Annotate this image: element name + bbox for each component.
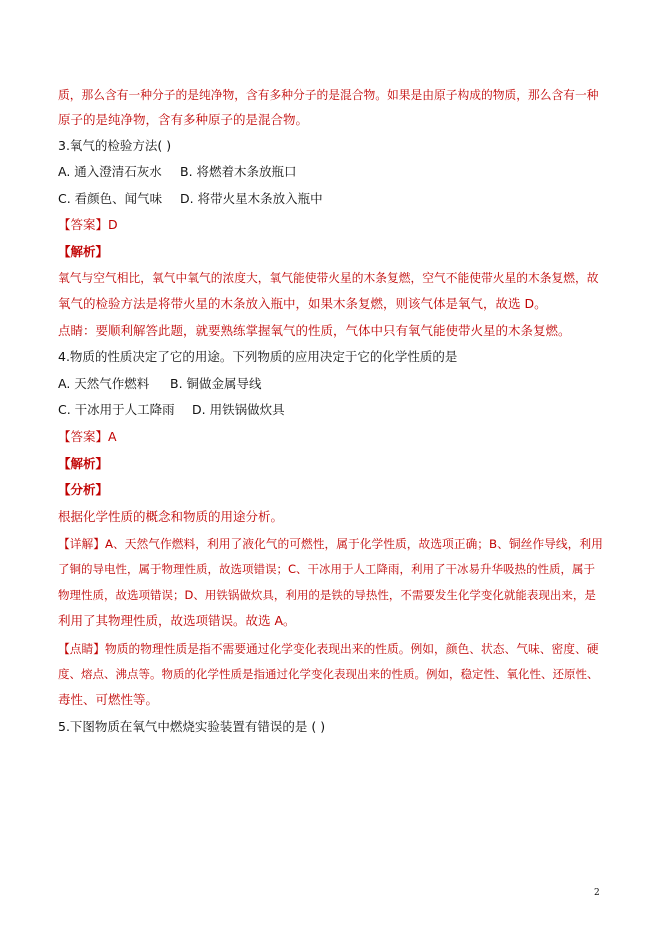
text-line: 氧气与空气相比，氧气中氧气的浓度大，氧气能使带火星的木条复燃，空气不能使带火星的木条复燃，故: [58, 271, 599, 285]
text-line: 氧气的检验方法是将带火星的木条放入瓶中，如果木条复燃，则该气体是氧气，故选 D。: [58, 296, 547, 311]
q4-option-b: B. 铜做金属导线: [170, 376, 262, 391]
text-line: 质，那么含有一种分子的是纯净物，含有多种分子的是混合物。如果是由原子构成的物质，那么含有一种: [58, 88, 599, 102]
text-line: 了铜的导电性，属于物理性质，故选项错误；C、干冰用于人工降雨，利用了干冰易升华吸热的性质，属于: [58, 562, 596, 576]
q3-analysis-heading: 【解析】: [58, 244, 109, 259]
question-5: 5.下图物质在氧气中燃烧实验装置有错误的是 ( ): [58, 719, 326, 734]
text-line: 度、熔点、沸点等。物质的化学性质是指通过化学变化表现出来的性质。例如，稳定性、氧化性、还原性、: [58, 667, 599, 681]
question-4: 4.物质的性质决定了它的用途。下列物质的应用决定于它的化学性质的是: [58, 349, 458, 364]
page-number: 2: [594, 888, 600, 898]
text-line: 【详解】A、天然气作燃料，利用了液化气的可燃性，属于化学性质，故选项正确；B、铜丝作导线，利用: [58, 537, 603, 551]
text-line: 根据化学性质的概念和物质的用途分析。: [58, 509, 284, 524]
q3-answer: 【答案】D: [58, 217, 118, 232]
text-line: 毒性、可燃性等。: [58, 692, 159, 707]
q4-option-c: C. 干冰用于人工降雨: [58, 402, 175, 417]
text-line: 【点睛】物质的物理性质是指不需要通过化学变化表现出来的性质。例如，颜色、状态、气味、密度、硬: [58, 642, 599, 656]
q4-answer: 【答案】A: [58, 429, 117, 444]
q3-tip: 点睛：要顺利解答此题，就要熟练掌握氧气的性质，气体中只有氧气能使带火星的木条复燃。: [58, 323, 571, 338]
text-line: 物理性质，故选项错误；D、用铁锅做炊具，利用的是铁的导热性，不需要发生化学变化就能表现出来，是: [58, 588, 596, 602]
question-3: 3.氧气的检验方法( ): [58, 138, 172, 153]
q3-option-b: B. 将燃着木条放瓶口: [180, 164, 297, 179]
q3-option-a: A. 通入澄清石灰水: [58, 164, 162, 179]
q3-option-c: C. 看颜色、闻气味: [58, 191, 163, 206]
q4-option-d: D. 用铁锅做炊具: [192, 402, 285, 417]
q3-option-d: D. 将带火星木条放入瓶中: [180, 191, 323, 206]
text-line: 利用了其物理性质，故选项错误。故选 A。: [58, 613, 296, 628]
q4-fenxi-heading: 【分析】: [58, 482, 109, 497]
text-line: 原子的是纯净物，含有多种原子的是混合物。: [58, 112, 309, 127]
q4-analysis-heading: 【解析】: [58, 456, 109, 471]
q4-option-a: A. 天然气作燃料: [58, 376, 150, 391]
